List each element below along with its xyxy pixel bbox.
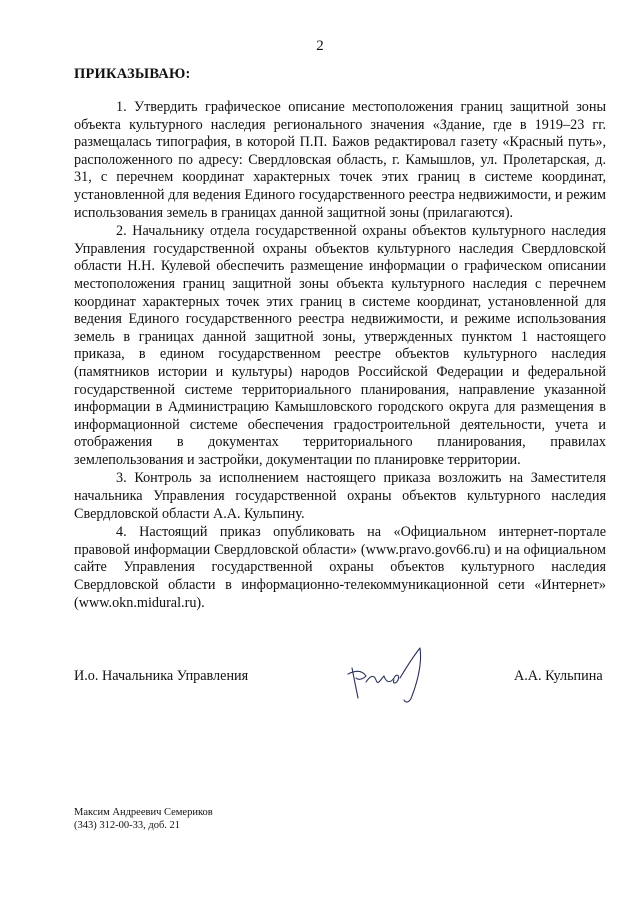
executor-info	[74, 806, 213, 832]
handwritten-signature	[340, 640, 440, 710]
executor-name: Максим Андреевич Семериков	[74, 807, 213, 818]
executor-phone: (343) 312-00-33, доб. 21	[74, 820, 181, 831]
paragraph-3: 3. Контроль за исполнением настоящего приказа возложить на Заместителя начальника Управления государственной охраны объектов культурного наследия Свердловской области А.А. Кульпину.	[74, 470, 606, 522]
paragraph-1: 1. Утвердить графическое описание местоположения границ защитной зоны объекта культурного наследия регионального значения «Здание, где в 1919–23 гг. размещалась типография, в которой П.П. Бажов редактировал газету «Красный путь», расположенного по адресу: Свердловская область, г. Камышлов, ул. Пролетарская, д. 31, с перечнем координат характерных точек этих границ в системе координат, установленной для ведения Единого государственного реестра недвижимости, и режим использования земель в границах данной защитной зоны (прилагаются).	[74, 99, 606, 221]
paragraph-2: 2. Начальнику отдела государственной охраны объектов культурного наследия Управления государственной охраны объектов культурного наследия Свердловской области Н.Н. Кулевой обеспечить размещение информации о графическом описании местоположения границ защитной зоны объекта культурного наследия с перечнем координат характерных точек этих границ в системе координат, установленной для ведения Единого государственного реестра недвижимости, и режиме использования земель в границах данной защитной зоны, утвержденных пунктом 1 настоящего приказа, в едином государственном реестре объектов культурного наследия (памятников истории и культуры) народов Российской Федерации и федеральной государственной системе территориального планирования, направление указанной информации в Администрацию Камышловского городского округа для размещения в информационной системе обеспечения градостроительной деятельности, учета и отображения в документах территориального планирования, правилах землепользования и застройки, документации по планировке территории.	[74, 223, 606, 468]
paragraph-4: 4. Настоящий приказ опубликовать на «Официальном интернет-портале правовой информации Свердловской области» (www.pravo.gov66.ru) и на официальном сайте Управления государственной охраны объектов культурного наследия Свердловской области в информационно-телекоммуникационной сети «Интернет» (www.okn.midural.ru).	[74, 524, 606, 611]
order-heading: ПРИКАЗЫВАЮ:	[74, 66, 191, 82]
order-body	[74, 99, 606, 613]
signatory-position: И.о. Начальника Управления	[74, 668, 249, 684]
page-number: 2	[316, 38, 324, 54]
signatory-name: А.А. Кульпина	[514, 668, 603, 684]
